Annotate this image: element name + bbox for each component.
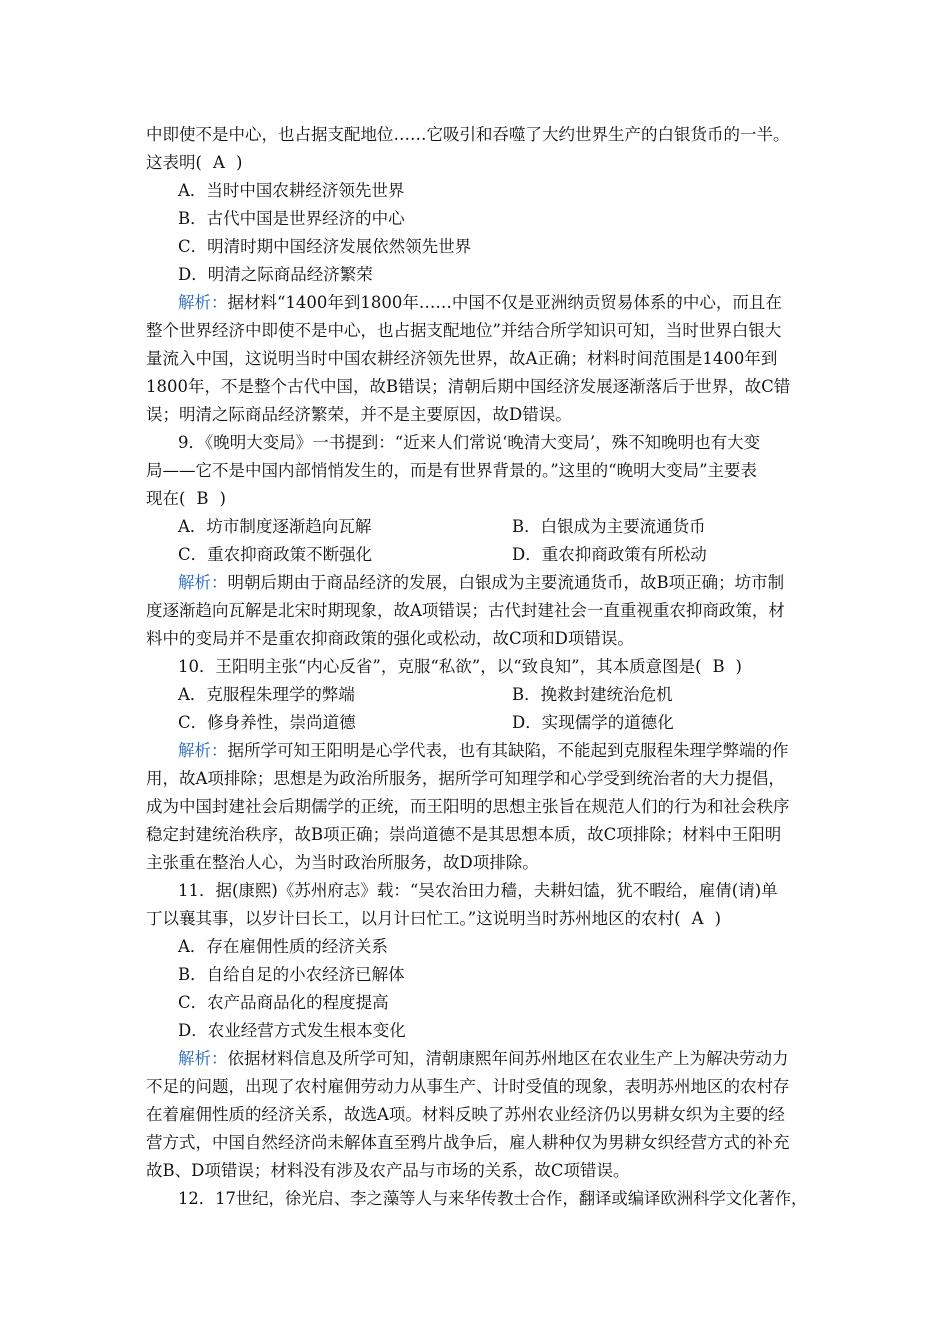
analysis-line: 料中的变局并不是重农抑商政策的强化或松动，故C项和D项错误。: [146, 629, 634, 648]
answer-option: D．明清之际商品经济繁荣: [178, 265, 373, 284]
answer-option: A．克服程朱理学的弊端: [178, 685, 355, 704]
answer-option: C．重农抑商政策不断强化: [178, 545, 373, 564]
analysis-text: [178, 1048, 789, 1070]
analysis-line: 1800年，不是整个古代中国，故B错误；清朝后期中国经济发展逐渐落后于世界，故C错: [146, 377, 791, 396]
question-stem: 局——它不是中国内部悄悄发生的，而是有世界背景的。”这里的“晚明大变局”主要表: [146, 461, 758, 480]
analysis-line: 主张重在整治人心，为当时政治所服务，故D项排除。: [146, 853, 539, 872]
answer-option: D．农业经营方式发生根本变化: [178, 1021, 406, 1040]
answer-option: C．农产品商品化的程度提高: [178, 993, 389, 1012]
question-stem: 这表明(: [146, 153, 202, 172]
question-stem: 丁以襄其事，以岁计曰长工，以月计曰忙工。”这说明当时苏州地区的农村( A ): [146, 909, 722, 928]
answer-label: B: [196, 489, 209, 508]
answer-option: A．坊市制度逐渐趋向瓦解: [178, 517, 372, 536]
question-stem: 9．《晚明大变局》一书提到：“近来人们常说‘晚清大变局’，殊不知晚明也有大变: [178, 433, 761, 452]
answer-option: D．重农抑商政策有所松动: [512, 545, 707, 564]
answer-option: B．白银成为主要流通货币: [512, 517, 706, 536]
question-stem: ): [235, 153, 243, 172]
question-text: [146, 152, 242, 174]
analysis-label: 解析：: [178, 573, 228, 592]
analysis-line: 明朝后期由于商品经济的发展，白银成为主要流通货币，故B项正确；坊市制: [227, 573, 785, 592]
analysis-line: 误；明清之际商品经济繁荣，并不是主要原因，故D错误。: [146, 405, 572, 424]
answer-option: D．实现儒学的道德化: [512, 713, 674, 732]
analysis-line: 稳定封建统治秩序，故B项正确；崇尚道德不是其思想本质，故C项排除；材料中王阳明: [146, 825, 782, 844]
answer-option: A．存在雇佣性质的经济关系: [178, 937, 388, 956]
answer-option: A．当时中国农耕经济领先世界: [178, 181, 405, 200]
question-stem: 现在( B ): [146, 489, 226, 508]
answer-label: B: [712, 657, 725, 676]
answer-option: C．明清时期中国经济发展依然领先世界: [178, 237, 472, 256]
question-stem: 11．据(康熙)《苏州府志》载：“吴农治田力穑，夫耕妇馌，犹不暇给，雇倩(请)单: [178, 881, 778, 900]
answer-option: C．修身养性，崇尚道德: [178, 713, 356, 732]
analysis-line: 据材料“1400年到1800年……中国不仅是亚洲纳贡贸易体系的中心，而且在: [227, 293, 782, 312]
answer-label: A: [691, 909, 704, 928]
analysis-label: 解析：: [178, 293, 228, 312]
answer-option: B．挽救封建统治危机: [512, 685, 673, 704]
analysis-label: 解析：: [178, 741, 228, 760]
analysis-line: 量流入中国，这说明当时中国农耕经济领先世界，故A正确；材料时间范围是1400年到: [146, 349, 778, 368]
question-stem: 12．17世纪，徐光启、李之藻等人与来华传教士合作，翻译或编译欧洲科学文化著作，: [178, 1189, 808, 1208]
analysis-line: 整个世界经济中即使不是中心，也占据支配地位”并结合所学知识可知，当时世界白银大: [146, 321, 782, 340]
analysis-text: [178, 572, 784, 594]
analysis-line: 据所学可知王阳明是心学代表，也有其缺陷，不能起到克服程朱理学弊端的作: [227, 741, 789, 760]
analysis-text: [178, 740, 789, 762]
answer-option: B．古代中国是世界经济的中心: [178, 209, 405, 228]
analysis-line: 成为中国封建社会后期儒学的正统，而王阳明的思想主张旨在规范人们的行为和社会秩序: [146, 797, 790, 816]
question-text: 中即使不是中心，也占据支配地位……它吸引和吞噬了大约世界生产的白银货币的一半。: [146, 125, 790, 144]
analysis-line: 营方式，中国自然经济尚未解体直至鸦片战争后，雇人耕种仅为男耕女织经营方式的补充: [146, 1133, 790, 1152]
analysis-line: 度逐渐趋向瓦解是北宋时期现象，故A项错误；古代封建社会一直重视重农抑商政策，材: [146, 601, 785, 620]
analysis-line: 在着雇佣性质的经济关系，故选A项。材料反映了苏州农业经济仍以男耕女织为主要的经: [146, 1105, 785, 1124]
analysis-line: 不足的问题，出现了农村雇佣劳动力从事生产、计时受值的现象，表明苏州地区的农村存: [146, 1077, 790, 1096]
analysis-label: 解析：: [178, 1049, 228, 1068]
analysis-line: 故B、D项错误；材料没有涉及农产品与市场的关系，故C项错误。: [146, 1161, 630, 1180]
answer-label: A: [212, 153, 225, 172]
analysis-line: 用，故A项排除；思想是为政治所服务，据所学可知理学和心学受到统治者的大力提倡，: [146, 769, 785, 788]
analysis-line: 依据材料信息及所学可知，清朝康熙年间苏州地区在农业生产上为解决劳动力: [227, 1049, 789, 1068]
answer-option: B．自给自足的小农经济已解体: [178, 965, 405, 984]
question-stem: 10．王阳明主张“内心反省”，克服“私欲”，以“致良知”，其本质意图是( B ): [178, 657, 742, 676]
analysis-text: [178, 292, 782, 314]
